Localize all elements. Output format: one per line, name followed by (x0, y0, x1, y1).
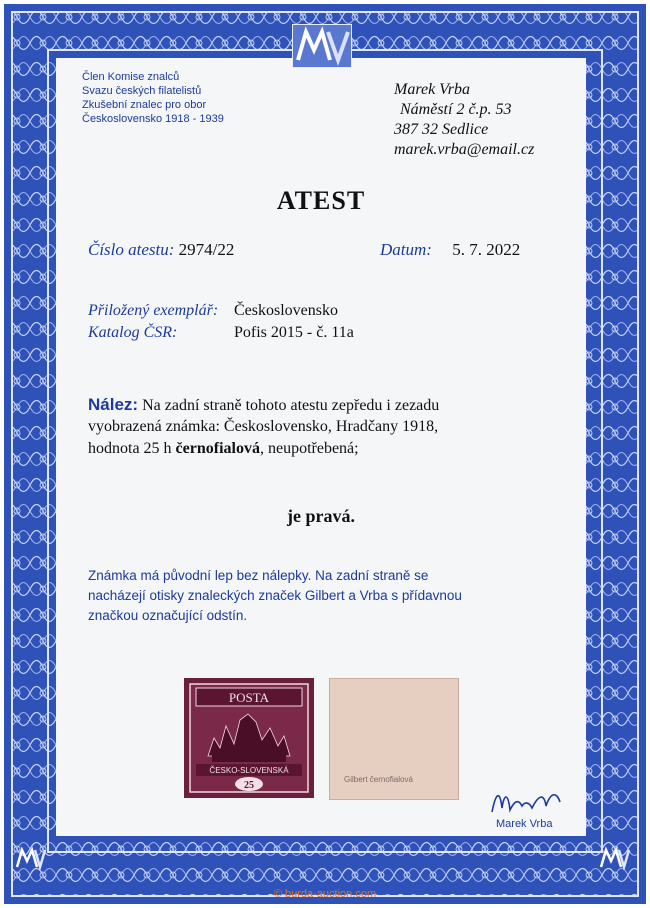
note-block (88, 566, 462, 626)
stamp-front-art (184, 678, 314, 798)
signature-name: Marek Vrba (496, 818, 553, 830)
finding-line-3 (88, 438, 359, 459)
exemplar-value: Československo (234, 302, 338, 319)
mv-logo-small-icon (14, 846, 48, 870)
expert-name: Marek Vrba (394, 81, 470, 98)
finding-label: Nález: (88, 395, 139, 414)
verdict: je pravá. (287, 506, 355, 526)
certificate-number-row (88, 240, 234, 260)
catalog-value: Pofis 2015 - č. 11a (234, 324, 354, 341)
catalog-label: Katalog ČSR: (88, 324, 178, 341)
note-line: nacházejí otisky znaleckých značek Gilbert a Vrba s přídavnou (88, 588, 462, 603)
stamp-bottom-text: ČESKO-SLOVENSKÁ (209, 766, 289, 775)
stamp-back-marks: Gilbert černofialová (344, 775, 413, 784)
date-label: Datum: (380, 240, 432, 259)
finding-line-1 (88, 394, 439, 416)
expert-street: Náměstí 2 č.p. 53 (400, 101, 512, 118)
finding-text: Na zadní straně tohoto atestu zepředu i zezadu (142, 397, 440, 414)
expert-address (394, 80, 534, 160)
exemplar-row (88, 302, 338, 320)
watermark: © burda-auction.com (273, 888, 377, 900)
stamp-top-text: POSTA (228, 690, 270, 705)
certificate-title: ATEST (276, 186, 366, 215)
certificate-number-label: Číslo atestu: (88, 240, 175, 259)
note-line: Známka má původní lep bez nálepky. Na zadní straně se (88, 568, 429, 583)
expert-city: 387 32 Sedlice (394, 121, 489, 138)
issuer-line: Svazu českých filatelistů (82, 85, 202, 97)
catalog-row (88, 324, 354, 342)
finding-line-2: vyobrazená známka: Československo, Hradčany 1918, (88, 418, 439, 435)
issuer-line: Československo 1918 - 1939 (82, 113, 224, 125)
exemplar-label: Přiložený exemplář: (88, 302, 219, 319)
mv-logo-small-icon (598, 846, 632, 870)
date-value: 5. 7. 2022 (452, 240, 521, 259)
issuer-line: Zkušební znalec pro obor (82, 99, 207, 111)
finding-text: , neupotřebená; (259, 440, 359, 457)
stamp-value: 25 (244, 780, 254, 791)
expert-email: marek.vrba@email.cz (394, 141, 535, 158)
issuer-line: Člen Komise znalců (82, 71, 180, 83)
signature-icon (488, 786, 568, 820)
mv-logo-icon (292, 24, 352, 68)
stamp-front-image (184, 678, 314, 798)
finding-shade: černofialová (175, 440, 260, 457)
finding-text: hodnota 25 h (88, 440, 172, 457)
stamp-back-image (329, 678, 459, 800)
note-line: značkou označující odstín. (88, 608, 248, 623)
certificate-number: 2974/22 (178, 240, 235, 259)
certificate-date-row (380, 240, 520, 260)
issuer-block (82, 70, 224, 126)
